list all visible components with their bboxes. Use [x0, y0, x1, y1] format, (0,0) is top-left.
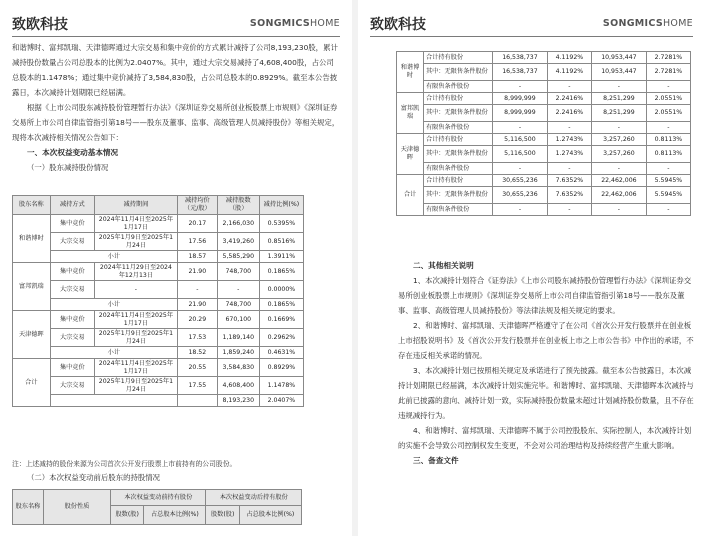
- t1-header-cell: 减持均价（元/股）: [177, 196, 217, 215]
- subtotal-cell: 1.3911%: [259, 251, 303, 263]
- t2-cell: 16,538,737: [493, 52, 548, 64]
- t2-cell: 5,116,500: [493, 134, 548, 146]
- table-row: [13, 359, 304, 377]
- t2-cell: 2.0551%: [646, 105, 690, 122]
- t2-cell: 2.2416%: [547, 93, 591, 105]
- t1-header-cell: 减持股数（股）: [217, 196, 259, 215]
- t2-cell: 合计持有股份: [424, 52, 493, 64]
- t1-cell: 2025年1月9日至2025年1月24日: [94, 377, 177, 395]
- table-row: [397, 81, 691, 93]
- t2-cell: 其中：无限售条件股份: [424, 105, 493, 122]
- t1-cell: 2,166,030: [217, 215, 259, 233]
- t1-header-cell: 减持期间: [94, 196, 177, 215]
- t1-cell: 0.1669%: [259, 311, 303, 329]
- t2-cell: -: [547, 204, 591, 216]
- t1-cell: 0.2962%: [259, 329, 303, 347]
- t2-cell: 3,257,260: [591, 146, 646, 163]
- t2-cell: 5.5945%: [646, 187, 690, 204]
- subtotal-label: 小计: [50, 251, 177, 263]
- company-logo: SONGMICSHOME: [249, 18, 340, 29]
- t2-cell: 0.8113%: [646, 146, 690, 163]
- t1-cell: 集中竞价: [50, 311, 94, 329]
- t2-holder-cell: 和谐博时: [397, 52, 424, 93]
- note-item-3: 3、本次减持计划已按照相关规定及承诺进行了预先披露。截至本公告披露日，本次减持计划期限已经届满，本次减持计划实施完毕。和谐博时、富邦凯瑞、天津德晖本次减持与此前已披露的意向、减持计划一致，实际减持股份数量未超过计划减持股份数量，且不存在违规减持行为。: [398, 366, 694, 420]
- t2-holder-cell: 天津德晖: [397, 134, 424, 175]
- t1-cell: 4,608,400: [217, 377, 259, 395]
- t1-cell: 17.53: [177, 329, 217, 347]
- t2-cell: -: [493, 81, 548, 93]
- t2-cell: -: [493, 122, 548, 134]
- table-note: 注：上述减持的股份来源为公司首次公开发行股票上市前持有的公司股份。: [12, 460, 237, 468]
- t2-cell: -: [646, 204, 690, 216]
- t1-cell: 3,419,260: [217, 233, 259, 251]
- t2-cell: 5.5945%: [646, 175, 690, 187]
- note-item-2: 2、和谐博时、富邦凯瑞、天津德晖严格遵守了在公司《首次公开发行股票并在创业板上市招股说明书》及《首次公开发行股票并在创业板上市之上市公告书》中作出的承诺，不存在违反相关承诺的情况。: [398, 321, 694, 360]
- subsection-2-heading: （二）本次权益变动前后股东的持股情况: [27, 473, 161, 482]
- t1-cell: 集中竞价: [50, 263, 94, 281]
- t1-cell: 3,584,830: [217, 359, 259, 377]
- t2-cell: -: [591, 163, 646, 175]
- t2-cell: 16,538,737: [493, 64, 548, 81]
- t2-cell: -: [646, 81, 690, 93]
- t2-holder-cell: 富邦凯瑞: [397, 93, 424, 134]
- t2-cell: 22,462,006: [591, 175, 646, 187]
- t2-cell: -: [547, 163, 591, 175]
- th-before-shares: 股数(股): [111, 506, 144, 525]
- t1-cell: 2024年11月4日至2025年1月17日: [94, 359, 177, 377]
- table-row: [13, 263, 304, 281]
- subtotal-row: [13, 395, 304, 407]
- t2-cell: -: [591, 81, 646, 93]
- t1-cell: 2024年11月4日至2025年1月17日: [94, 215, 177, 233]
- t1-cell: 20.17: [177, 215, 217, 233]
- reduction-table: [12, 195, 304, 407]
- subtotal-cell: 18.57: [177, 251, 217, 263]
- table-row: [13, 281, 304, 299]
- t1-cell: 20.55: [177, 359, 217, 377]
- basis-paragraph: 根据《上市公司股东减持股份管理暂行办法》《深圳证券交易所创业板股票上市规则》《深圳证券交易所上市公司自律监管指引第18号——股东及董事、监事、高级管理人员减持股份》等相关规定，现将本次减持相关情况公告如下：: [12, 103, 340, 142]
- t1-cell: 2025年1月9日至2025年1月24日: [94, 329, 177, 347]
- section-2-heading: 二、其他相关说明: [413, 261, 474, 270]
- table-row: [397, 134, 691, 146]
- holdings-table: [396, 51, 691, 216]
- section-3-heading: 三、备查文件: [413, 456, 459, 465]
- t1-cell: 748,700: [217, 263, 259, 281]
- t2-cell: 10,953,447: [591, 64, 646, 81]
- t2-cell: 合计持有股份: [424, 93, 493, 105]
- document-page-left: [0, 0, 352, 536]
- th-after-ratio: 占总股本比例(%): [239, 506, 301, 525]
- t2-cell: -: [646, 163, 690, 175]
- subtotal-label: 小计: [50, 347, 177, 359]
- t2-cell: 2.7281%: [646, 64, 690, 81]
- table-row: [397, 122, 691, 134]
- th-before: 本次权益变动前持有股份: [111, 490, 206, 506]
- page-header: [12, 10, 340, 36]
- table-row: [13, 329, 304, 347]
- th-after: 本次权益变动后持有股份: [206, 490, 302, 506]
- table-row: [13, 377, 304, 395]
- subtotal-cell: 5,585,290: [217, 251, 259, 263]
- brand-title-right: 致欧科技: [370, 17, 426, 33]
- t2-cell: 7.6352%: [547, 175, 591, 187]
- t1-cell: 大宗交易: [50, 233, 94, 251]
- t2-cell: 30,655,236: [493, 175, 548, 187]
- section-1-heading: 一、本次权益变动基本情况: [27, 148, 119, 157]
- intro-paragraph: 和谐博时、富邦凯瑞、天津德晖通过大宗交易和集中竞价的方式累计减持了公司8,193,230股，累计减持股份数量占公司总股本的比例为2.0407%。其中，通过大宗交易减持了4,608,400股，占公司总股本的1.1478%；通过集中竞价减持了3,584,830股，占公司总股本的0.8929%。截至本公告披露日，本次减持计划期限已经届满。: [12, 43, 338, 97]
- subtotal-cell: 748,700: [217, 299, 259, 311]
- t1-cell: 2024年11月29日至2024年12月13日: [94, 263, 177, 281]
- t2-cell: -: [591, 122, 646, 134]
- t1-cell: 0.8929%: [259, 359, 303, 377]
- t2-cell: 有限售条件股份: [424, 122, 493, 134]
- t2-cell: 8,251,299: [591, 93, 646, 105]
- t1-cell: 17.55: [177, 377, 217, 395]
- t1-cell: 2024年11月4日至2025年1月17日: [94, 311, 177, 329]
- subtotal-cell: 2.0407%: [259, 395, 303, 407]
- t2-cell: 2.0551%: [646, 93, 690, 105]
- subtotal-label: [50, 395, 177, 407]
- table-row: [397, 163, 691, 175]
- subtotal-cell: 21.90: [177, 299, 217, 311]
- subtotal-row: [13, 347, 304, 359]
- note-item-1: 1、本次减持计划符合《证券法》《上市公司股东减持股份管理暂行办法》《深圳证券交易所创业板股票上市规则》《深圳证券交易所上市公司自律监管指引第18号——股东及董事、监事、高级管理人员减持股份》等法律法规及相关规定的要求。: [398, 276, 692, 315]
- subtotal-label: 小计: [50, 299, 177, 311]
- t1-cell: -: [94, 281, 177, 299]
- t2-cell: -: [547, 122, 591, 134]
- t1-header-cell: 减持方式: [50, 196, 94, 215]
- t1-cell: 670,100: [217, 311, 259, 329]
- subtotal-cell: 1,859,240: [217, 347, 259, 359]
- t2-cell: 8,999,999: [493, 93, 548, 105]
- t2-cell: 其中：无限售条件股份: [424, 64, 493, 81]
- t1-cell: 0.0000%: [259, 281, 303, 299]
- th-after-shares: 股数(股): [206, 506, 239, 525]
- t2-cell: -: [547, 81, 591, 93]
- t1-cell: 17.56: [177, 233, 217, 251]
- th-before-ratio: 占总股本比例(%): [144, 506, 206, 525]
- t1-header-cell: 股东名称: [13, 196, 51, 215]
- t2-cell: 有限售条件股份: [424, 204, 493, 216]
- t1-cell: -: [177, 281, 217, 299]
- header-divider-right: [370, 36, 693, 37]
- t2-cell: 7.6352%: [547, 187, 591, 204]
- t2-cell: -: [646, 122, 690, 134]
- t2-cell: 合计持有股份: [424, 134, 493, 146]
- table-row: [397, 187, 691, 204]
- t2-cell: 5,116,500: [493, 146, 548, 163]
- subtotal-row: [13, 251, 304, 263]
- t2-cell: -: [591, 204, 646, 216]
- t2-cell: 30,655,236: [493, 187, 548, 204]
- t1-cell: 大宗交易: [50, 329, 94, 347]
- t2-cell: 有限售条件股份: [424, 163, 493, 175]
- company-logo-right: SONGMICSHOME: [602, 18, 693, 29]
- t2-cell: 1.2743%: [547, 134, 591, 146]
- t1-cell: 1.1478%: [259, 377, 303, 395]
- t1-cell: 20.29: [177, 311, 217, 329]
- table-row: [397, 175, 691, 187]
- t1-cell: 21.90: [177, 263, 217, 281]
- t2-cell: 8,251,299: [591, 105, 646, 122]
- document-page-right: [358, 0, 705, 536]
- holdings-table-header: [12, 489, 302, 525]
- t1-holder-cell: 和谐博时: [13, 215, 51, 263]
- t1-header-cell: 减持比例(%): [259, 196, 303, 215]
- th-nature: 股份性质: [44, 490, 111, 525]
- th-holder: 股东名称: [13, 490, 44, 525]
- t2-cell: 1.2743%: [547, 146, 591, 163]
- t2-cell: 4.1192%: [547, 64, 591, 81]
- t2-holder-cell: 合计: [397, 175, 424, 216]
- t2-cell: 其中：无限售条件股份: [424, 146, 493, 163]
- subtotal-cell: 0.1865%: [259, 299, 303, 311]
- header-divider: [12, 36, 340, 37]
- t2-cell: 22,462,006: [591, 187, 646, 204]
- note-item-4: 4、和谐博时、富邦凯瑞、天津德晖不属于公司控股股东、实际控制人，本次减持计划的实施不会导致公司控制权发生变更，不会对公司治理结构及持续经营产生重大影响。: [398, 426, 692, 450]
- t1-cell: 2025年1月9日至2025年1月24日: [94, 233, 177, 251]
- subtotal-cell: [177, 395, 217, 407]
- table-row: [397, 64, 691, 81]
- subtotal-row: [13, 299, 304, 311]
- table-row: [13, 215, 304, 233]
- t1-holder-cell: 富邦凯瑞: [13, 263, 51, 311]
- t1-holder-cell: 合计: [13, 359, 51, 407]
- t2-cell: 8,999,999: [493, 105, 548, 122]
- t1-cell: 集中竞价: [50, 359, 94, 377]
- table-row: [397, 93, 691, 105]
- table-row: [397, 146, 691, 163]
- t1-cell: 大宗交易: [50, 281, 94, 299]
- t1-cell: 大宗交易: [50, 377, 94, 395]
- table-row: [13, 311, 304, 329]
- table-row: [397, 105, 691, 122]
- subtotal-cell: 18.52: [177, 347, 217, 359]
- t2-cell: 4.1192%: [547, 52, 591, 64]
- subtotal-cell: 8,193,230: [217, 395, 259, 407]
- t1-cell: 1,189,140: [217, 329, 259, 347]
- t2-cell: -: [493, 163, 548, 175]
- t2-cell: 合计持有股份: [424, 175, 493, 187]
- t2-cell: 0.8113%: [646, 134, 690, 146]
- t2-cell: 有限售条件股份: [424, 81, 493, 93]
- brand-title: 致欧科技: [12, 17, 68, 33]
- t1-cell: 0.5395%: [259, 215, 303, 233]
- t2-cell: -: [493, 204, 548, 216]
- subsection-1-heading: （一）股东减持股份情况: [27, 163, 109, 172]
- page-header-right: [370, 10, 693, 36]
- table-row: [397, 52, 691, 64]
- t2-cell: 3,257,260: [591, 134, 646, 146]
- t2-cell: 其中：无限售条件股份: [424, 187, 493, 204]
- t2-cell: 2.7281%: [646, 52, 690, 64]
- t1-cell: 0.1865%: [259, 263, 303, 281]
- t2-cell: 10,953,447: [591, 52, 646, 64]
- t1-cell: 集中竞价: [50, 215, 94, 233]
- subtotal-cell: 0.4631%: [259, 347, 303, 359]
- t1-cell: -: [217, 281, 259, 299]
- t2-cell: 2.2416%: [547, 105, 591, 122]
- table-row: [397, 204, 691, 216]
- t1-cell: 0.8516%: [259, 233, 303, 251]
- t1-holder-cell: 天津德晖: [13, 311, 51, 359]
- table-row: [13, 233, 304, 251]
